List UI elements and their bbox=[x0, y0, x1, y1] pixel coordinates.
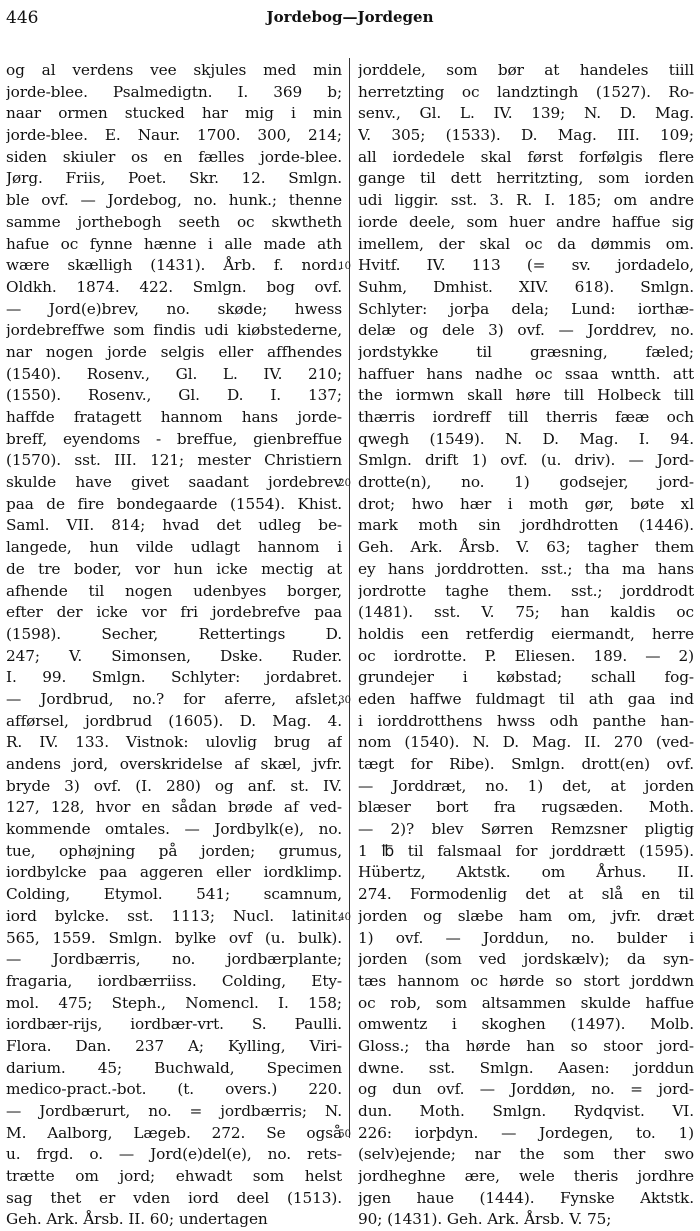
text-line: thærris iordreff till therris fææ och bbox=[358, 408, 694, 426]
text-line: andens jord, overskridelse af skæl, jvfr. bbox=[6, 755, 342, 773]
page-header bbox=[0, 4, 700, 30]
text-line: mol. 475; Steph., Nomencl. I. 158; bbox=[6, 993, 342, 1012]
text-line: senv., Gl. L. IV. 139; N. D. Mag. bbox=[358, 104, 694, 123]
text-line: tæs hannom oc hørde so stort jorddwn bbox=[358, 971, 694, 990]
running-head: Jordebog—Jordegen bbox=[266, 8, 434, 26]
text-line: iord bylcke. sst. 1113; Nucl. latinit. bbox=[6, 906, 342, 925]
text-line: delæ og dele 3) ovf. — Jorddrev, no. bbox=[358, 321, 694, 340]
text-line: 247; V. Simonsen, Dske. Ruder. bbox=[6, 646, 342, 665]
text-line: grundejer i købstad; schall fog- bbox=[358, 668, 694, 687]
column-divider bbox=[349, 58, 350, 1138]
text-line: fragaria, iordbærriiss. Colding, Ety- bbox=[6, 971, 342, 990]
text-line: Suhm, Dmhist. XIV. 618). Smlgn. bbox=[358, 277, 694, 296]
text-line: kommende omtales. — Jordbylk(e), no. bbox=[6, 820, 342, 839]
text-line: nar nogen jorde selgis eller affhendes bbox=[6, 342, 342, 361]
text-line: afhende til nogen udenbyes borger, bbox=[6, 581, 342, 600]
text-line: M. Aalborg, Lægeb. 272. Se også bbox=[6, 1123, 342, 1142]
text-line: Gloss.; tha hørde han so stoor jord- bbox=[358, 1036, 694, 1055]
text-line: paa de fire bondegaarde (1554). Khist. bbox=[6, 494, 342, 513]
text-line: og dun ovf. — Jorddøn, no. = jord- bbox=[358, 1080, 694, 1099]
text-line: udi liggir. sst. 3. R. I. 185; om andre bbox=[358, 191, 694, 210]
text-line: drot; hwo hær i moth gør, bøte xl bbox=[358, 494, 694, 513]
text-line: i iorddrotthens hwss odh panthe han- bbox=[358, 711, 694, 730]
text-line: Schlyter: jorþa dela; Lund: iorthæ- bbox=[358, 299, 694, 318]
text-line: 90; (1431). Geh. Ark. Årsb. V. 75; bbox=[358, 1210, 612, 1229]
text-line: ble ovf. — Jordebog, no. hunk.; thenne bbox=[6, 191, 342, 210]
text-line: (1481). sst. V. 75; han kaldis oc bbox=[358, 603, 694, 622]
text-line: 226: iorþdyn. — Jordegen, to. 1) bbox=[358, 1123, 694, 1142]
text-line: I. 99. Smlgn. Schlyter: jordabret. bbox=[6, 668, 342, 687]
text-line: eden haffwe fuldmagt til ath gaa ind bbox=[358, 689, 694, 708]
text-line: 127, 128, hvor en sådan brøde af ved- bbox=[6, 798, 342, 817]
text-line: ey hans jorddrotten. sst.; tha ma hans bbox=[358, 559, 694, 578]
text-line: — Jordbrud, no.? for aferre, afslet, bbox=[6, 689, 342, 708]
text-line: de tre boder, vor hun icke mectig at bbox=[6, 559, 342, 578]
text-line: (1570). sst. III. 121; mester Christiern bbox=[6, 451, 342, 470]
text-line: (1550). Rosenv., Gl. D. I. 137; bbox=[6, 386, 342, 405]
text-line: hafue oc fynne hænne i alle made ath bbox=[6, 234, 342, 253]
line-number: 10 bbox=[338, 261, 351, 273]
text-line: bryde 3) ovf. (I. 280) og anf. st. IV. bbox=[6, 776, 342, 795]
text-line: jordrotte taghe them. sst.; jorddrodt bbox=[358, 581, 694, 600]
text-line: og al verdens vee skjules med min bbox=[6, 61, 342, 79]
line-number: 30 bbox=[338, 695, 351, 707]
text-line: medico-pract.-bot. (t. overs.) 220. bbox=[6, 1080, 342, 1099]
text-line: mark moth sin jordhdrotten (1446). bbox=[358, 516, 694, 535]
text-line: imellem, der skal oc da dømmis om. bbox=[358, 234, 694, 253]
text-line: (1598). Secher, Rettertings D. bbox=[6, 624, 342, 643]
text-line: — 2)? blev Sørren Remzsner pligtig bbox=[358, 820, 694, 839]
text-line: efter der icke vor fri jordebrefve paa bbox=[6, 603, 342, 622]
text-line: omwentz i skoghen (1497). Molb. bbox=[358, 1015, 694, 1034]
text-line: (selv)ejende; nar the som ther swo bbox=[358, 1145, 694, 1164]
text-line: iordbylcke paa aggeren eller iordklimp. bbox=[6, 863, 342, 882]
line-number: 50 bbox=[338, 1129, 351, 1141]
right-column bbox=[358, 60, 694, 1231]
text-line: oc rob, som altsammen skulde haffue bbox=[358, 993, 694, 1012]
text-line: Flora. Dan. 237 A; Kylling, Viri- bbox=[6, 1036, 342, 1055]
text-line: u. frgd. o. — Jord(e)del(e), no. rets- bbox=[6, 1145, 342, 1164]
line-number: 20 bbox=[338, 478, 351, 490]
text-line: wære skælligh (1431). Årb. f. nord. bbox=[6, 256, 342, 275]
text-line: nom (1540). N. D. Mag. II. 270 (ved- bbox=[358, 733, 694, 752]
text-line: — Jordbærurt, no. = jordbærris; N. bbox=[6, 1102, 342, 1120]
text-line: jorddele, som bør at handeles tiill bbox=[358, 61, 694, 79]
text-line: siden skiuler os en fælles jorde-blee. bbox=[6, 147, 342, 166]
text-line: Geh. Ark. Årsb. V. 63; tagher them bbox=[358, 538, 694, 557]
text-line: Hübertz, Aktstk. om Århus. II. bbox=[358, 863, 694, 882]
text-line: Oldkh. 1874. 422. Smlgn. bog ovf. bbox=[6, 277, 342, 296]
text-line: dwne. sst. Smlgn. Aasen: jorddun bbox=[358, 1058, 694, 1077]
text-line: jordheghne ære, wele theris jordhre bbox=[358, 1167, 694, 1186]
text-line: Smlgn. drift 1) ovf. (u. driv). — Jord- bbox=[358, 451, 694, 470]
text-line: all iordedele skal først forfølgis flere bbox=[358, 147, 694, 166]
text-line: jorden (som ved jordskælv); da syn- bbox=[358, 950, 694, 969]
text-line: 565, 1559. Smlgn. bylke ovf (u. bulk). bbox=[6, 928, 342, 947]
text-line: blæser bort fra rugsæden. Moth. bbox=[358, 798, 694, 817]
text-line: dun. Moth. Smlgn. Rydqvist. VI. bbox=[358, 1102, 694, 1120]
text-line: gange til dett herritzting, som iorden bbox=[358, 169, 694, 188]
text-line: darium. 45; Buchwald, Specimen bbox=[6, 1058, 342, 1077]
text-line: 1 ℔ til falsmaal for jorddrætt (1595). bbox=[358, 841, 694, 860]
text-line: tue, ophøjning på jorden; grumus, bbox=[6, 841, 342, 860]
text-line: iordbær-rijs, iordbær-vrt. S. Paulli. bbox=[6, 1015, 342, 1034]
text-line: R. IV. 133. Vistnok: ulovlig brug af bbox=[6, 733, 342, 752]
text-line: (1540). Rosenv., Gl. L. IV. 210; bbox=[6, 364, 342, 383]
text-line: haffde fratagett hannom hans jorde- bbox=[6, 408, 342, 426]
text-line: — Jorddræt, no. 1) det, at jorden bbox=[358, 776, 694, 795]
text-line: iorde deele, som huer andre haffue sig bbox=[358, 212, 694, 231]
text-line: jordebreffwe som findis udi kiøbstederne, bbox=[6, 321, 342, 340]
text-line: naar ormen stucked har mig i min bbox=[6, 104, 342, 123]
text-line: jgen haue (1444). Fynske Aktstk. bbox=[358, 1188, 694, 1207]
text-line: qwegh (1549). N. D. Mag. I. 94. bbox=[358, 429, 694, 448]
text-line: trætte om jord; ehwadt som helst bbox=[6, 1167, 342, 1186]
line-number: 40 bbox=[338, 912, 351, 924]
text-line: drotte(n), no. 1) godsejer, jord- bbox=[358, 473, 694, 492]
text-line: sag thet er vden iord deel (1513). bbox=[6, 1188, 342, 1207]
text-line: herretzting oc landztingh (1527). Ro- bbox=[358, 82, 694, 101]
left-column bbox=[6, 60, 342, 1231]
text-line: Colding, Etymol. 541; scamnum, bbox=[6, 885, 342, 904]
text-line: jordstykke til græsning, fæled; bbox=[358, 342, 694, 361]
text-line: Jørg. Friis, Poet. Skr. 12. Smlgn. bbox=[6, 169, 342, 188]
text-line: samme jorthebogh seeth oc skwtheth bbox=[6, 212, 342, 231]
text-line: holdis een retferdig eiermandt, herre bbox=[358, 624, 694, 643]
text-line: jorden og slæbe ham om, jvfr. dræt bbox=[358, 906, 694, 925]
text-line: breff, eyendoms - breffue, gienbreffue bbox=[6, 429, 342, 448]
text-line: afførsel, jordbrud (1605). D. Mag. 4. bbox=[6, 711, 342, 730]
text-line: skulde have givet saadant jordebrev bbox=[6, 473, 342, 492]
text-line: the iormwn skall høre till Holbeck till bbox=[358, 386, 694, 405]
text-line: langede, hun vilde udlagt hannom i bbox=[6, 538, 342, 557]
text-line: V. 305; (1533). D. Mag. III. 109; bbox=[358, 126, 694, 145]
text-line: Hvitf. IV. 113 (= sv. jordadelo, bbox=[358, 256, 694, 275]
text-line: — Jord(e)brev, no. skøde; hwess bbox=[6, 299, 342, 318]
text-line: jorde-blee. Psalmedigtn. I. 369 b; bbox=[6, 82, 342, 101]
text-line: 1) ovf. — Jorddun, no. bulder i bbox=[358, 928, 694, 947]
text-line: Geh. Ark. Årsb. II. 60; undertagen bbox=[6, 1210, 268, 1229]
text-line: oc iordrotte. P. Eliesen. 189. — 2) bbox=[358, 646, 694, 665]
text-line: Saml. VII. 814; hvad det udleg be- bbox=[6, 516, 342, 535]
text-line: haffuer hans nadhe oc ssaa wntth. att bbox=[358, 364, 694, 383]
text-line: tægt for Ribe). Smlgn. drott(en) ovf. bbox=[358, 755, 694, 773]
text-line: jorde-blee. E. Naur. 1700. 300, 214; bbox=[6, 126, 342, 145]
text-line: — Jordbærris, no. jordbærplante; bbox=[6, 950, 342, 969]
text-line: 274. Formodenlig det at slå en til bbox=[358, 885, 694, 904]
page-number: 446 bbox=[6, 8, 39, 28]
